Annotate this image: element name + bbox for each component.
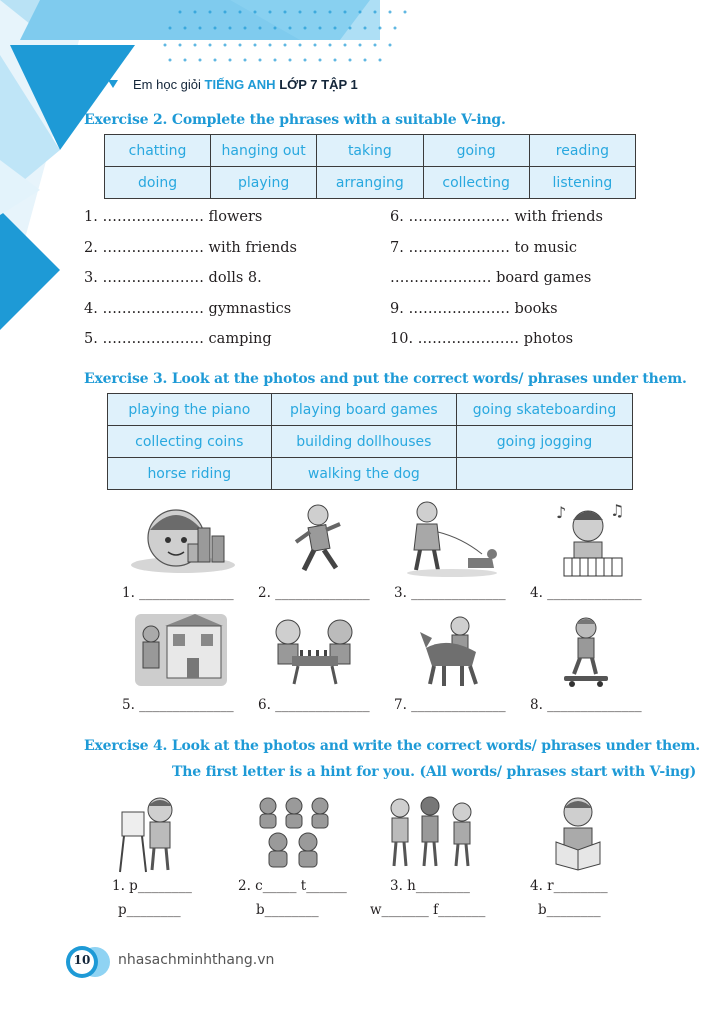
svg-text:♫: ♫ <box>610 501 625 520</box>
exercise-3-answer[interactable]: 2. ______________ <box>258 585 370 601</box>
word-box-row <box>105 167 636 199</box>
word-cell: taking <box>317 135 423 167</box>
word-cell: going jogging <box>457 426 633 458</box>
word-cell: going skateboarding <box>457 394 633 426</box>
exercise-3-answer[interactable]: 4. ______________ <box>530 585 642 601</box>
word-cell: playing the piano <box>108 394 272 426</box>
exercise-3-title: Exercise 3. Look at the photos and put the correct words/ phrases under them. <box>84 371 687 387</box>
painting-photo-icon <box>118 794 180 874</box>
dollhouse-photo-icon <box>135 614 227 686</box>
exercise-3-answer[interactable]: 7. ______________ <box>394 697 506 713</box>
word-box-row <box>108 458 633 490</box>
exercise-4-answer[interactable]: 2. c_____ t______ <box>238 878 347 894</box>
exercise-3-answer[interactable]: 1. ______________ <box>122 585 234 601</box>
header-brand: TIẾNG ANH <box>204 77 276 92</box>
piano-photo-icon <box>548 498 628 580</box>
horse-riding-photo-icon <box>418 614 488 688</box>
exercise-2-item: 1. ………………… flowers <box>84 209 263 225</box>
exercise-4-answer[interactable]: p________ <box>118 902 181 918</box>
exercise-2-item: 9. ………………… books <box>390 301 558 317</box>
exercise-2-item: 10. ………………… photos <box>390 331 574 347</box>
word-cell: playing <box>211 167 317 199</box>
site-url[interactable]: nhasachminhthang.vn <box>118 952 275 968</box>
exercise-3-answer[interactable]: 3. ______________ <box>394 585 506 601</box>
exercise-4-answer[interactable]: b________ <box>256 902 319 918</box>
skateboarding-photo-icon <box>560 614 610 688</box>
word-cell: horse riding <box>108 458 272 490</box>
exercise-2-item: 5. ………………… camping <box>84 331 272 347</box>
exercise-4-answer[interactable]: b________ <box>538 902 601 918</box>
word-cell: building dollhouses <box>271 426 456 458</box>
coins-photo-icon <box>128 500 238 575</box>
exercise-3-answer[interactable]: 5. ______________ <box>122 697 234 713</box>
word-cell: chatting <box>105 135 211 167</box>
word-cell: reading <box>529 135 635 167</box>
exercise-3-word-box <box>107 393 633 490</box>
board-games-photo-icon <box>270 614 360 686</box>
exercise-4-title: Exercise 4. Look at the photos and write the correct words/ phrases under them. <box>84 738 700 754</box>
word-cell: hanging out <box>211 135 317 167</box>
exercise-2-title: Exercise 2. Complete the phrases with a suitable V-ing. <box>84 112 506 128</box>
exercise-2-item: 6. ………………… with friends <box>390 209 603 225</box>
exercise-4-answer[interactable]: w_______ f_______ <box>370 902 486 918</box>
word-box-row <box>108 394 633 426</box>
reading-photo-icon <box>548 794 608 874</box>
exercise-2-item: 4. ………………… gymnastics <box>84 301 292 317</box>
exercise-2-item: 2. ………………… with friends <box>84 240 297 256</box>
svg-text:♪: ♪ <box>556 503 567 522</box>
exercise-2-item: 7. ………………… to music <box>390 240 578 256</box>
exercise-3-answer[interactable]: 8. ______________ <box>530 697 642 713</box>
word-cell: playing board games <box>271 394 456 426</box>
header-prefix: Em học giỏi <box>133 77 201 92</box>
exercise-4-answer[interactable]: 1. p________ <box>112 878 192 894</box>
exercise-4-subtitle: The first letter is a hint for you. (All words/ phrases start with V-ing) <box>172 764 697 780</box>
exercise-3-answer[interactable]: 6. ______________ <box>258 697 370 713</box>
walking-dog-photo-icon <box>402 498 502 578</box>
jogging-photo-icon <box>290 500 350 580</box>
word-box-row <box>105 135 636 167</box>
friends-photo-icon <box>384 794 484 870</box>
running-header <box>133 77 358 92</box>
exercise-2-word-box <box>104 134 636 199</box>
word-cell: going <box>423 135 529 167</box>
word-cell: doing <box>105 167 211 199</box>
page-number: 10 <box>73 953 91 967</box>
word-cell: walking the dog <box>271 458 456 490</box>
word-cell: collecting coins <box>108 426 272 458</box>
exercise-2-item: 3. ………………… dolls 8. <box>84 270 262 286</box>
header-triangle-icon <box>108 80 118 88</box>
exercise-4-answer[interactable]: 3. h________ <box>390 878 470 894</box>
exercise-4-answer[interactable]: 4. r________ <box>530 878 608 894</box>
word-cell: arranging <box>317 167 423 199</box>
word-cell <box>457 458 633 490</box>
word-box-row <box>108 426 633 458</box>
exercise-2-item: ………………… board games <box>390 270 592 286</box>
word-cell: listening <box>529 167 635 199</box>
bears-photo-icon <box>256 794 332 872</box>
word-cell: collecting <box>423 167 529 199</box>
header-suffix: LỚP 7 TẬP 1 <box>279 77 358 92</box>
